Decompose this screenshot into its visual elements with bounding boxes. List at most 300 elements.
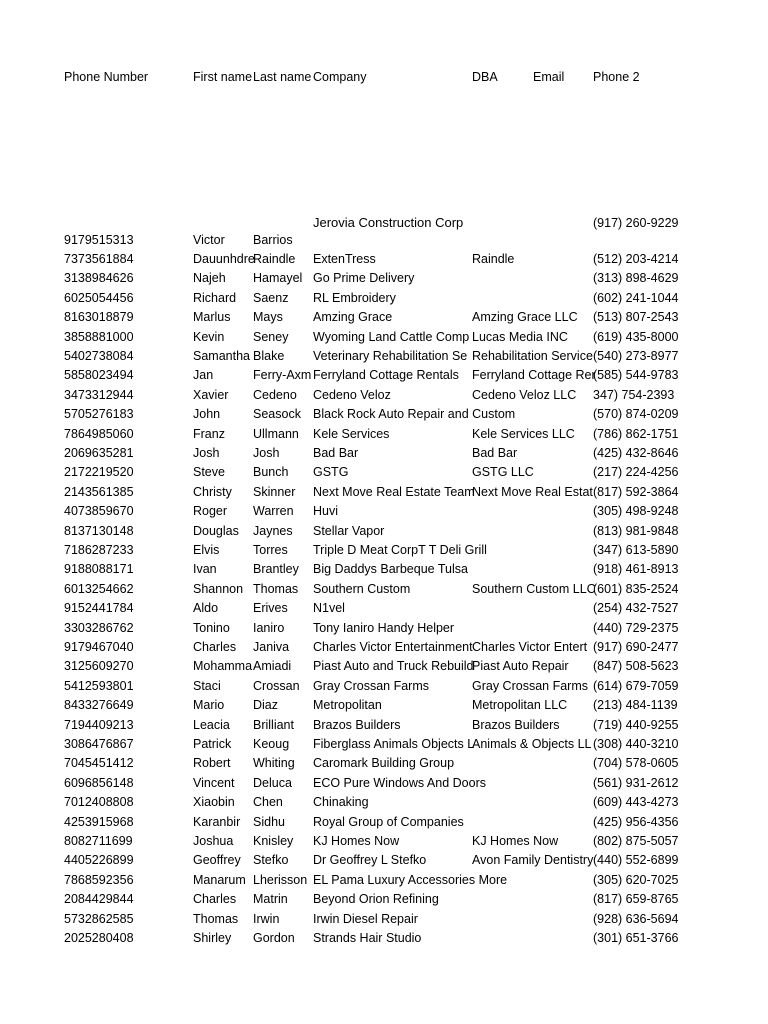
cell-phone-2: (918) 461-8913 (593, 562, 679, 577)
table-row (0, 580, 768, 599)
cell-first-name: John (193, 407, 221, 422)
cell-company: Royal Group of Companies (313, 814, 464, 829)
cell-last-name: Raindle (253, 252, 296, 266)
table-row (0, 541, 768, 560)
cell-phone-2: (540) 273-8977 (593, 349, 679, 363)
cell-dba: Southern Custom LLC (472, 581, 596, 596)
table-row (0, 910, 768, 929)
cell-phone-2: (440) 729-2375 (593, 620, 679, 635)
cell-email (533, 735, 593, 754)
cell-company: Charles Victor Entertainment (313, 640, 473, 654)
cell-last-name: Bunch (253, 465, 289, 480)
cell-company: Piast Auto and Truck Rebuild (313, 659, 474, 674)
cell-phone-number: 5705276183 (64, 407, 134, 422)
cell-phone-2: (817) 592-3864 (593, 484, 679, 499)
cell-phone-number: 6013254662 (64, 581, 134, 596)
cell-phone-2: 347) 754-2393 (593, 387, 675, 402)
table-row (0, 328, 768, 347)
table-row (0, 560, 768, 579)
cell-email (533, 774, 593, 793)
cell-last-name: Warren (253, 504, 294, 519)
cell-email (533, 851, 593, 870)
cell-dba: Ferryland Cottage Rer (472, 368, 596, 383)
cell-last-name: Janiva (253, 640, 290, 654)
cell-email (533, 366, 593, 385)
cell-dba: Charles Victor Entert (472, 640, 588, 654)
cell-email (533, 929, 593, 948)
header-row (0, 68, 768, 87)
cell-company: Veterinary Rehabilitation Se (313, 349, 468, 363)
table-row (0, 463, 768, 482)
cell-phone-2: (802) 875-5057 (593, 834, 679, 848)
header-phone-2: Phone 2 (593, 70, 640, 84)
cell-phone-number: 7194409213 (64, 717, 134, 732)
cell-email (533, 386, 593, 405)
table-row (0, 444, 768, 463)
cell-phone-number: 3086476867 (64, 737, 134, 751)
table-row (0, 813, 768, 832)
cell-phone-2: (213) 484-1139 (593, 698, 678, 713)
cell-phone-number: 3473312944 (64, 387, 134, 402)
cell-first-name: Jan (193, 368, 214, 383)
cell-email (533, 250, 593, 269)
table-row (0, 638, 768, 657)
cell-first-name: Samantha (193, 349, 250, 363)
cell-dba (472, 231, 533, 250)
cell-first-name: Najeh (193, 271, 226, 286)
cell-dba (472, 774, 533, 793)
cell-phone-number: 3303286762 (64, 620, 134, 635)
cell-phone-number: 3858881000 (64, 329, 134, 344)
header-dba: DBA (472, 70, 498, 84)
cell-first-name: Victor (193, 233, 225, 247)
cell-phone-number: 4073859670 (64, 504, 134, 519)
cell-company: Black Rock Auto Repair and Custom (313, 407, 516, 422)
table-row (0, 289, 768, 308)
header-phone-number: Phone Number (64, 70, 149, 84)
cell-company: Go Prime Delivery (313, 271, 415, 286)
cell-phone-2: (609) 443-4273 (593, 795, 679, 810)
cell-first-name: Aldo (193, 601, 219, 616)
table-row (0, 774, 768, 793)
table-row (0, 677, 768, 696)
cell-phone-number: 9179515313 (64, 233, 134, 247)
cell-phone-2: (917) 260-9229 (593, 216, 679, 230)
cell-first-name: Kevin (193, 329, 225, 344)
cell-phone-number: 8137130148 (64, 523, 134, 538)
table-row (0, 386, 768, 405)
cell-last-name: Skinner (253, 484, 296, 499)
header-company: Company (313, 70, 367, 84)
cell-dba: Raindle (472, 252, 515, 266)
table-row (0, 347, 768, 366)
cell-company: Big Daddys Barbeque Tulsa (313, 562, 468, 577)
cell-email (533, 793, 593, 812)
table-row (0, 366, 768, 385)
cell-first-name: Shannon (193, 581, 244, 596)
cell-first-name: Dauunhdre (193, 252, 255, 266)
cell-email (533, 463, 593, 482)
cell-email (533, 444, 593, 463)
cell-phone-2: (561) 931-2612 (593, 775, 679, 790)
cell-dba: Brazos Builders (472, 717, 560, 732)
cell-first-name: Douglas (193, 523, 239, 538)
cell-company: Tony Ianiro Handy Helper (313, 620, 455, 635)
cell-phone-number: 7012408808 (64, 795, 134, 810)
cell-email (533, 483, 593, 502)
cell-phone-2: (614) 679-7059 (593, 678, 679, 693)
cell-email (533, 716, 593, 735)
cell-email (533, 871, 593, 890)
cell-company: EL Pama Luxury Accessories More (313, 872, 508, 887)
cell-last-name: Brantley (253, 562, 299, 577)
cell-phone-number: 2172219520 (64, 465, 134, 480)
cell-company: Cedeno Veloz (313, 387, 391, 402)
cell-last-name: Deluca (253, 775, 292, 790)
cell-email (533, 677, 593, 696)
cell-phone-2: (704) 578-0605 (593, 756, 679, 771)
cell-phone-2: (301) 651-3766 (593, 931, 679, 945)
header-last-name: Last name (253, 70, 312, 84)
cell-first-name: Steve (193, 465, 225, 480)
cell-email (533, 638, 593, 657)
cell-phone-number: 4405226899 (64, 853, 134, 868)
cell-last-name: Diaz (253, 698, 279, 713)
cell-dba (472, 405, 533, 424)
cell-email (533, 696, 593, 715)
cell-last-name: Barrios (253, 233, 293, 247)
cell-first-name: Thomas (193, 911, 239, 926)
cell-company: Dr Geoffrey L Stefko (313, 853, 427, 868)
cell-phone-number: 4253915968 (64, 814, 134, 829)
cell-company: Fiberglass Animals Objects L (313, 737, 475, 751)
cell-last-name: Torres (253, 543, 288, 557)
cell-dba: Animals & Objects LL (472, 737, 592, 751)
cell-last-name: Whiting (253, 756, 295, 771)
cell-first-name: Karanbir (193, 814, 241, 829)
table-row (0, 619, 768, 638)
cell-phone-2: (813) 981-9848 (593, 523, 679, 538)
cell-phone-number: 7868592356 (64, 872, 134, 887)
cell-email (533, 502, 593, 521)
cell-phone-number: 9179467040 (64, 640, 134, 654)
cell-dba: KJ Homes Now (472, 834, 559, 848)
cell-dba: Avon Family Dentistry (472, 853, 594, 868)
cell-phone-2: (601) 835-2524 (593, 581, 679, 596)
cell-phone-2: (308) 440-3210 (593, 737, 679, 751)
table-row (0, 308, 768, 327)
cell-dba: GSTG LLC (472, 465, 534, 480)
cell-dba: Amzing Grace LLC (472, 310, 578, 325)
cell-dba (472, 522, 533, 541)
cell-dba: Metropolitan LLC (472, 698, 568, 713)
cell-first-name: Robert (193, 756, 231, 771)
cell-phone-number: 7045451412 (64, 756, 134, 771)
cell-first-name: Charles (193, 892, 237, 907)
cell-company: Amzing Grace (313, 310, 393, 325)
header-first-name: First name (193, 70, 253, 84)
cell-phone-number: 5402738084 (64, 349, 134, 363)
cell-company: Metropolitan (313, 698, 382, 713)
cell-company: Ferryland Cottage Rentals (313, 368, 459, 383)
table-row (0, 890, 768, 909)
cell-last-name: Blake (253, 349, 285, 363)
cell-phone-number: 2025280408 (64, 931, 134, 945)
cell-last-name: Erives (253, 601, 288, 616)
cell-company: Jerovia Construction Corp (313, 215, 464, 230)
cell-first-name: Ivan (193, 562, 217, 577)
cell-first-name: Josh (193, 446, 220, 460)
cell-dba (472, 793, 533, 812)
cell-email (533, 289, 593, 308)
cell-company: Irwin Diesel Repair (313, 911, 418, 926)
cell-email (533, 580, 593, 599)
cell-company: Brazos Builders (313, 717, 401, 732)
cell-company: ExtenTress (313, 252, 376, 266)
table-row (0, 871, 768, 890)
cell-company: GSTG (313, 465, 349, 480)
cell-email (533, 754, 593, 773)
cell-last-name: Ullmann (253, 426, 299, 441)
cell-phone-number: 9188088171 (64, 562, 134, 577)
cell-email (533, 890, 593, 909)
table-row (0, 269, 768, 288)
cell-phone-2: (817) 659-8765 (593, 892, 679, 907)
cell-first-name: Vincent (193, 775, 235, 790)
cell-company: Wyoming Land Cattle Comp (313, 329, 470, 344)
table-row (0, 851, 768, 870)
cell-first-name: Staci (193, 678, 221, 693)
cell-first-name: Xavier (193, 387, 229, 402)
cell-email (533, 405, 593, 424)
cell-company: KJ Homes Now (313, 834, 400, 848)
cell-company: Beyond Orion Refining (313, 892, 439, 907)
cell-first-name: Patrick (193, 737, 232, 751)
table-row (0, 793, 768, 812)
cell-email (533, 657, 593, 676)
cell-email (533, 910, 593, 929)
cell-dba: Kele Services LLC (472, 426, 575, 441)
cell-phone-number: 2084429844 (64, 892, 134, 907)
cell-email (533, 599, 593, 618)
cell-first-name: Roger (193, 504, 228, 519)
cell-email (533, 328, 593, 347)
cell-dba: Bad Bar (472, 446, 518, 460)
cell-first-name: Christy (193, 484, 232, 499)
cell-phone-number: 6096856148 (64, 775, 134, 790)
cell-company: Kele Services (313, 426, 390, 441)
table-row (0, 929, 768, 948)
cell-last-name: Josh (253, 446, 280, 460)
cell-company: Gray Crossan Farms (313, 678, 429, 693)
table-row (0, 716, 768, 735)
cell-last-name: Jaynes (253, 523, 293, 538)
table-row (0, 599, 768, 618)
cell-email (533, 560, 593, 579)
cell-phone-2: (217) 224-4256 (593, 465, 679, 480)
cell-first-name: Geoffrey (193, 853, 241, 868)
cell-dba (472, 541, 533, 560)
cell-dba: Next Move Real Estat (472, 484, 593, 499)
cell-company: Chinaking (313, 795, 369, 810)
cell-phone-2: (786) 862-1751 (593, 426, 679, 441)
cell-phone-number: 5858023494 (64, 368, 134, 383)
cell-email (533, 832, 593, 851)
cell-dba (472, 269, 533, 288)
cell-phone-2: (305) 620-7025 (593, 872, 679, 887)
cell-last-name: Mays (253, 310, 283, 325)
cell-dba (472, 619, 533, 638)
cell-phone-number: 6025054456 (64, 290, 134, 305)
cell-first-name: Mario (193, 698, 225, 713)
cell-last-name: Stefko (253, 853, 289, 868)
cell-phone-number: 8082711699 (64, 834, 133, 848)
cell-phone-number: 3125609270 (64, 659, 134, 674)
table-row (0, 522, 768, 541)
cell-phone-2: (440) 552-6899 (593, 853, 679, 868)
cell-phone-2: (847) 508-5623 (593, 659, 679, 674)
cell-phone-2: (254) 432-7527 (593, 601, 679, 616)
cell-last-name: Ferry-Axm (253, 368, 312, 383)
cell-company: N1vel (313, 601, 345, 616)
cell-phone-number: 3138984626 (64, 271, 134, 286)
cell-last-name: Knisley (253, 834, 294, 848)
cell-last-name: Hamayel (253, 271, 303, 286)
cell-email (533, 813, 593, 832)
cell-phone-number: 5412593801 (64, 678, 134, 693)
cell-company: Huvi (313, 504, 339, 519)
cell-dba (472, 502, 533, 521)
cell-phone-2: (585) 544-9783 (593, 368, 679, 383)
cell-company: ECO Pure Windows And Doors (313, 775, 486, 790)
cell-first-name: Tonino (193, 620, 230, 635)
cell-last-name: Irwin (253, 911, 280, 926)
cell-last-name: Chen (253, 795, 283, 810)
cell-phone-number: 7864985060 (64, 426, 134, 441)
cell-dba (472, 813, 533, 832)
cell-first-name: Mohamma (193, 659, 253, 674)
cell-phone-number: 5732862585 (64, 911, 134, 926)
cell-dba (472, 599, 533, 618)
cell-company: Bad Bar (313, 446, 359, 460)
cell-last-name: Seney (253, 329, 289, 344)
cell-phone-2: (512) 203-4214 (593, 252, 679, 266)
table-row (0, 483, 768, 502)
cell-first-name: Franz (193, 426, 225, 441)
cell-last-name: Amiadi (253, 659, 292, 674)
cell-dba: Piast Auto Repair (472, 659, 569, 674)
cell-last-name: Saenz (253, 290, 289, 305)
cell-dba: Lucas Media INC (472, 329, 568, 344)
cell-phone-2: (570) 874-0209 (593, 407, 679, 422)
cell-last-name: Gordon (253, 931, 295, 945)
cell-dba: Rehabilitation Service (472, 349, 593, 363)
cell-first-name: Richard (193, 290, 237, 305)
cell-email (533, 347, 593, 366)
table-row (0, 696, 768, 715)
table-row (0, 832, 768, 851)
cell-company: Southern Custom (313, 581, 411, 596)
cell-last-name: Matrin (253, 892, 288, 907)
cell-email (533, 425, 593, 444)
cell-phone-number: 8163018879 (64, 310, 134, 325)
table-row (0, 657, 768, 676)
cell-last-name: Sidhu (253, 814, 285, 829)
cell-email (533, 522, 593, 541)
cell-email (533, 541, 593, 560)
cell-dba (472, 289, 533, 308)
cell-first-name: Manarum (193, 872, 246, 887)
cell-phone-2: (305) 498-9248 (593, 504, 679, 519)
cell-email (533, 212, 593, 250)
cell-phone-2: (425) 432-8646 (593, 446, 679, 460)
cell-last-name: Cedeno (253, 387, 297, 402)
cell-last-name: Ianiro (253, 620, 285, 635)
cell-company: Caromark Building Group (313, 756, 455, 771)
cell-first-name: Elvis (193, 543, 220, 557)
cell-phone-2: (917) 690-2477 (593, 640, 679, 654)
table-row (0, 425, 768, 444)
cell-company: Next Move Real Estate Team (313, 484, 475, 499)
cell-first-name: Joshua (193, 834, 234, 848)
cell-last-name: Seasock (253, 407, 301, 422)
cell-email (533, 308, 593, 327)
cell-email (533, 619, 593, 638)
cell-phone-2: (425) 956-4356 (593, 814, 679, 829)
cell-first-name: Charles (193, 640, 237, 654)
cell-last-name: Thomas (253, 581, 299, 596)
cell-last-name: Lherisson (253, 872, 308, 887)
cell-last-name: Keoug (253, 737, 290, 751)
table-row (0, 502, 768, 521)
cell-dba: Cedeno Veloz LLC (472, 387, 577, 402)
cell-phone-2: (513) 807-2543 (593, 310, 679, 325)
cell-dba (472, 560, 533, 579)
cell-dba (472, 910, 533, 929)
cell-company: Strands Hair Studio (313, 931, 422, 945)
cell-first-name: Leacia (193, 717, 230, 732)
table-row (0, 212, 768, 250)
cell-dba: Gray Crossan Farms (472, 678, 588, 693)
cell-phone-number: 2143561385 (64, 484, 134, 499)
cell-phone-number: 8433276649 (64, 698, 134, 713)
cell-company: Triple D Meat CorpT T Deli Grill (313, 543, 487, 557)
cell-dba (472, 871, 533, 890)
cell-last-name: Crossan (253, 678, 300, 693)
cell-first-name: Shirley (193, 931, 232, 945)
cell-phone-2: (602) 241-1044 (593, 290, 679, 305)
cell-phone-2: (619) 435-8000 (593, 329, 679, 344)
cell-first-name: Xiaobin (193, 795, 235, 810)
cell-first-name: Marlus (193, 310, 231, 325)
cell-phone-2: (313) 898-4629 (593, 271, 679, 286)
cell-email (533, 269, 593, 288)
table-row (0, 250, 768, 269)
cell-phone-2: (719) 440-9255 (593, 717, 679, 732)
cell-phone-number: 2069635281 (64, 446, 134, 460)
table-row (0, 754, 768, 773)
cell-last-name: Brilliant (253, 717, 294, 732)
cell-dba (472, 929, 533, 948)
cell-phone-2: (347) 613-5890 (593, 543, 679, 557)
header-email: Email (533, 70, 565, 84)
cell-phone-number: 7373561884 (64, 252, 134, 266)
table-row (0, 735, 768, 754)
table-row (0, 405, 768, 424)
cell-phone-number: 7186287233 (64, 543, 134, 557)
cell-company: RL Embroidery (313, 290, 396, 305)
cell-dba (472, 890, 533, 909)
